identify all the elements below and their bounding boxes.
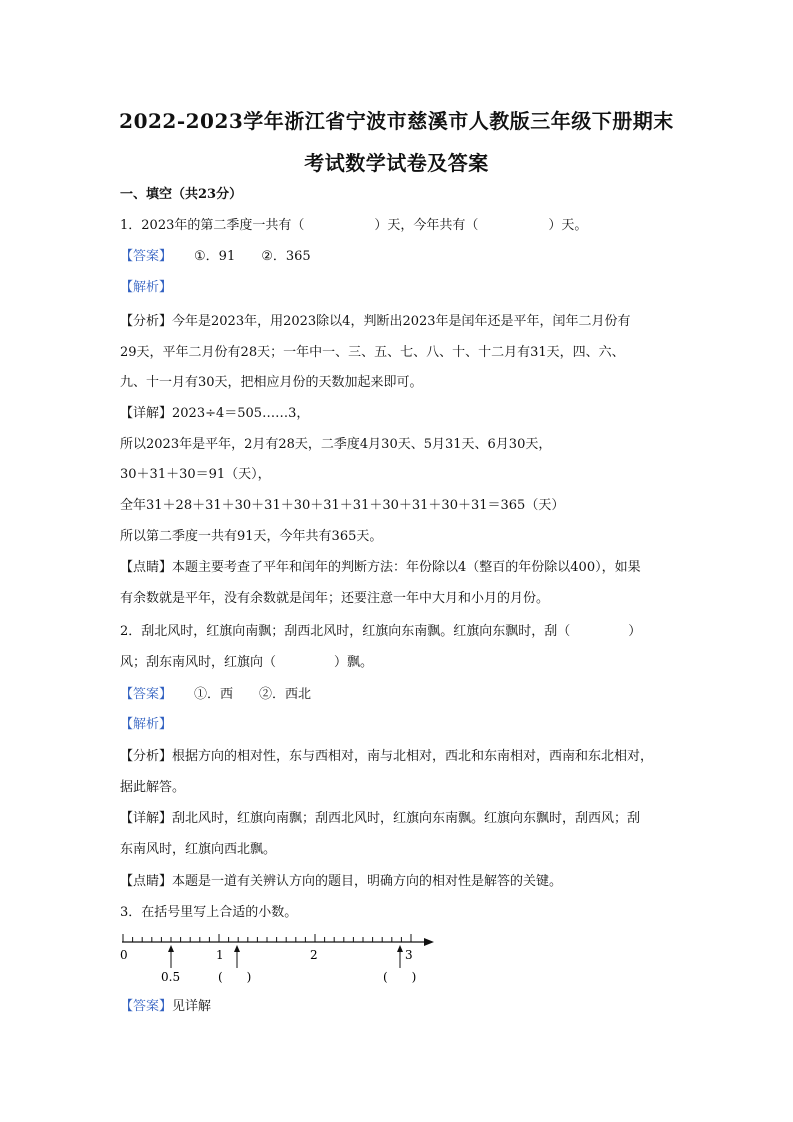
q1-point-text-1: 本题主要考查了平年和闰年的判断方法：年份除以4（整百的年份除以400），如果 xyxy=(172,560,641,575)
number-line-figure xyxy=(110,926,450,988)
q1-answer-text: ①．91 ②．365 xyxy=(194,249,311,264)
q3-answer-text: 见详解 xyxy=(172,999,212,1014)
q1-answer xyxy=(120,248,311,266)
q1-detail-3: 30＋31＋30＝91（天）， xyxy=(120,467,271,482)
section-heading: 一、填空（共23分） xyxy=(120,187,243,202)
q2-fenxi-text-1: 根据方向的相对性，东与西相对，南与北相对，西北和东南相对，西南和东北相对， xyxy=(172,749,654,764)
xiangjie-tag: 【详解】 xyxy=(120,811,173,826)
q3-question: 3．在括号里写上合适的小数。 xyxy=(120,905,298,920)
tick-label-1: 1 xyxy=(216,948,224,962)
answer-tag: 【答案】 xyxy=(120,999,173,1014)
q1-detail-2: 所以2023年是平年，2月有28天，二季度4月30天、5月31天、6月30天， xyxy=(120,437,552,452)
blank-label-1: ( ) xyxy=(218,970,252,984)
xiangjie-tag: 【详解】 xyxy=(120,406,173,421)
doc-title-line1: 2022-2023学年浙江省宁波市慈溪市人教版三年级下册期末 xyxy=(119,109,674,133)
q2-detail-1 xyxy=(120,810,640,828)
q1-point-1 xyxy=(120,559,641,577)
q1-detail-text-1: 2023÷4＝505……3， xyxy=(172,406,310,421)
arrow-marker-1-head xyxy=(168,945,174,952)
q1-fenxi-2: 29天，平年二月份有28天；一年中一、三、五、七、八、十、十二月有31天，四、六、 xyxy=(120,345,625,360)
tick-label-2: 2 xyxy=(310,948,318,962)
number-line-arrowhead xyxy=(424,938,434,946)
q2-detail-text-1: 刮北风时，红旗向南飘；刮西北风时，红旗向东南飘。红旗向东飘时，刮西风；刮 xyxy=(172,811,641,826)
q1-detail-1 xyxy=(120,405,309,423)
q2-text-1b: ） xyxy=(628,624,642,639)
q2-detail-2: 东南风时，红旗向西北飘。 xyxy=(120,842,277,857)
answer-tag: 【答案】 xyxy=(120,249,173,264)
doc-title-line2: 考试数学试卷及答案 xyxy=(304,151,489,175)
q2-analysis-tag xyxy=(120,716,172,734)
blank-label-2: ( ) xyxy=(383,970,417,984)
answer-tag: 【答案】 xyxy=(120,687,173,702)
arrow-marker-2-head xyxy=(234,945,240,952)
q2-answer-text: ①．西 ②．西北 xyxy=(194,687,312,702)
q2-question-2 xyxy=(120,654,373,672)
q1-analysis-tag xyxy=(120,279,172,297)
fenxi-tag: 【分析】 xyxy=(120,749,173,764)
q1-fenxi-1 xyxy=(120,313,631,331)
q1-text-b: ）天，今年共有（ xyxy=(374,218,479,233)
q2-point-text-1: 本题是一道有关辨认方向的题目，明确方向的相对性是解答的关键。 xyxy=(172,874,563,889)
dianjing-tag: 【点睛】 xyxy=(120,560,173,575)
number-line-ticks xyxy=(123,934,411,942)
q2-text-2a: 风；刮东南风时，红旗向（ xyxy=(120,655,277,670)
dianjing-tag: 【点睛】 xyxy=(120,874,173,889)
tick-label-3: 3 xyxy=(405,948,413,962)
q3-answer xyxy=(120,998,211,1016)
q2-question-1 xyxy=(120,623,641,641)
analysis-tag: 【解析】 xyxy=(120,717,173,732)
analysis-tag: 【解析】 xyxy=(120,280,173,295)
marked-value-label: 0.5 xyxy=(161,970,181,984)
q2-text-1a: 2．刮北风时，红旗向南飘；刮西北风时，红旗向东南飘。红旗向东飘时，刮（ xyxy=(120,624,571,639)
arrow-marker-3-head xyxy=(397,945,403,952)
q2-answer xyxy=(120,686,311,704)
q1-point-2: 有余数就是平年，没有余数就是闰年；还要注意一年中大月和小月的月份。 xyxy=(120,591,550,606)
q1-text-a: 1．2023年的第二季度一共有（ xyxy=(120,218,305,233)
q1-question xyxy=(120,217,587,235)
q2-text-2b: ）飘。 xyxy=(334,655,374,670)
q2-fenxi-1 xyxy=(120,748,653,766)
q1-detail-4: 全年31＋28＋31＋30＋31＋30＋31＋31＋30＋31＋30＋31＝365（天） xyxy=(120,498,565,513)
q1-detail-5: 所以第二季度一共有91天，今年共有365天。 xyxy=(120,529,383,544)
q2-fenxi-2: 据此解答。 xyxy=(120,780,186,795)
q1-fenxi-text-1: 今年是2023年，用2023除以4，判断出2023年是闰年还是平年，闰年二月份有 xyxy=(172,314,631,329)
q1-text-c: ）天。 xyxy=(548,218,588,233)
q1-fenxi-3: 九、十一月有30天，把相应月份的天数加起来即可。 xyxy=(120,375,423,390)
tick-label-0: 0 xyxy=(120,948,128,962)
fenxi-tag: 【分析】 xyxy=(120,314,173,329)
q2-point-1 xyxy=(120,873,562,891)
